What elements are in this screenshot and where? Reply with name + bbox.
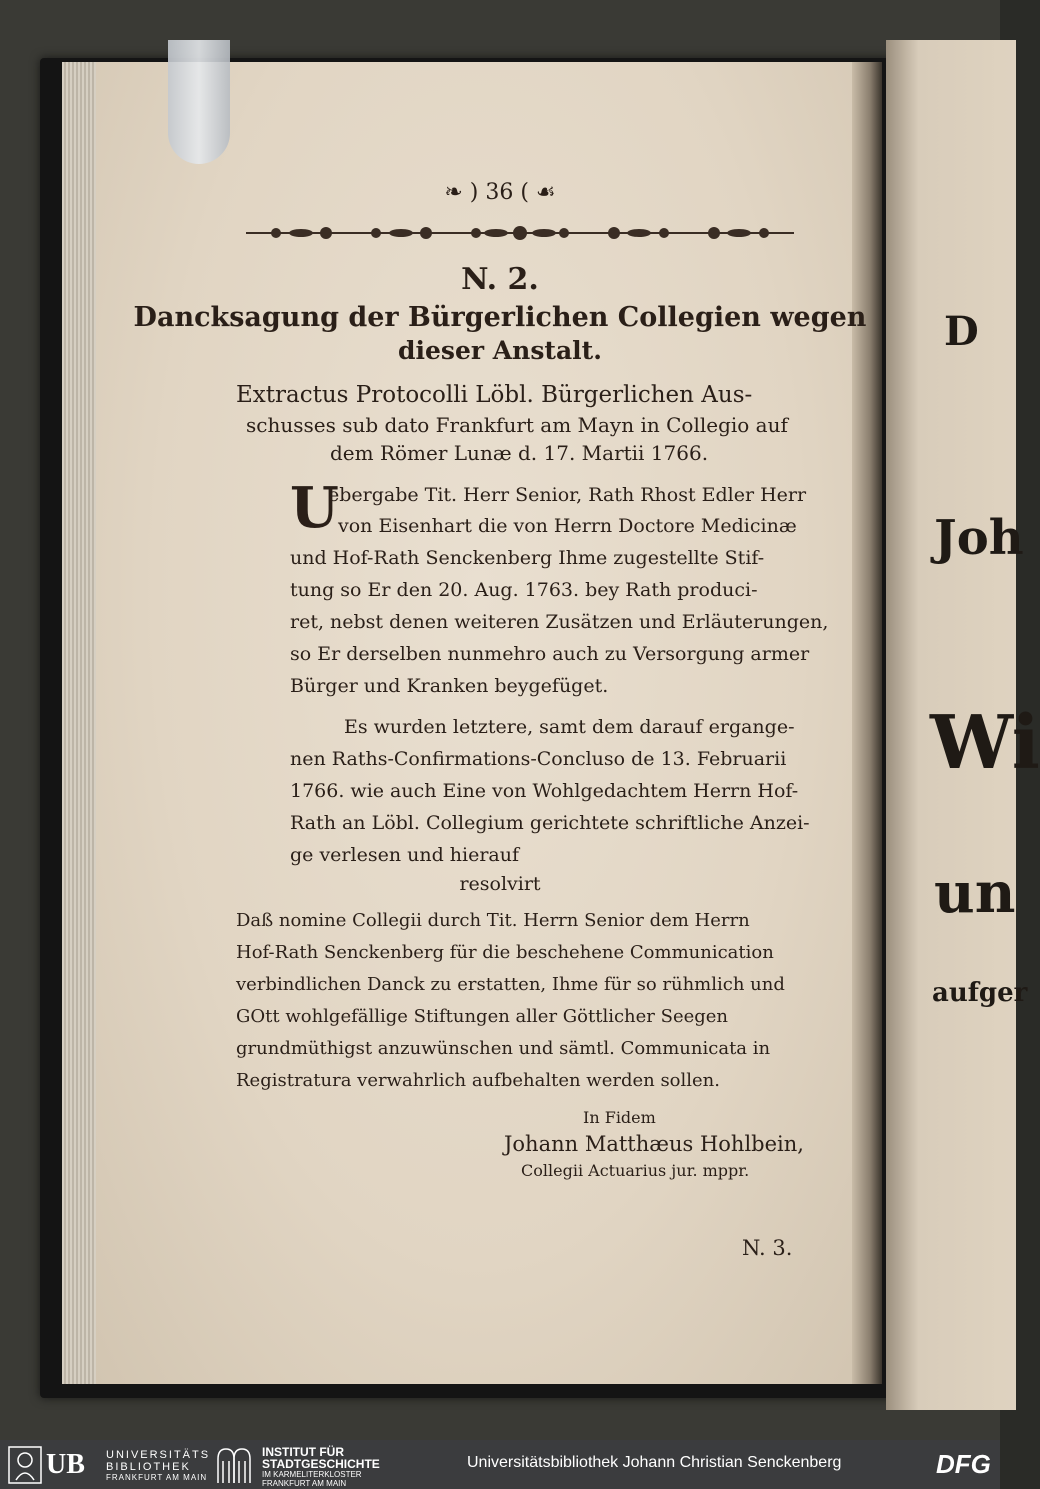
ub-line: UNIVERSITÄTS [106,1449,211,1461]
dfg-logo[interactable]: DFG [936,1449,991,1479]
signature-line: Collegii Actuarius jur. mppr. [521,1161,750,1180]
library-name[interactable]: Universitätsbibliothek Johann Christian Senckenberg [467,1454,842,1471]
ub-line: FRANKFURT AM MAIN [106,1473,208,1482]
ub-logo[interactable] [8,1446,211,1484]
extract-line: Extractus Protocolli Löbl. Bürgerlichen Aus- [236,382,753,408]
document-title: Dancksagung der Bürgerlichen Collegien wegen [133,302,867,333]
paragraph-line: nen Raths-Confirmations-Concluso de 13. Februarii [290,748,787,770]
isg-logo[interactable] [214,1444,414,1486]
paragraph-line: verbindlichen Danck zu erstatten, Ihme für so rühmlich und [236,974,785,995]
paragraph-line: Bürger und Kranken beygefüget. [290,675,609,697]
facing-text: Joh [934,510,1024,566]
catchword: N. 3. [742,1236,793,1260]
resolution-heading: resolvirt [459,873,541,895]
page-marker-clip [168,40,230,164]
paragraph-line: so Er derselben nunmehro auch zu Versorgung armer [290,643,810,665]
paragraph-line: GOtt wohlgefällige Stiftungen aller Göttlicher Seegen [236,1006,729,1027]
extract-line: schusses sub dato Frankfurt am Mayn in Collegio auf [246,413,788,437]
document-number: N. 2. [461,262,539,297]
paragraph-line: ebergabe Tit. Herr Senior, Rath Rhost Edler Herr [328,484,807,506]
ub-logo-text: UB [46,1449,85,1480]
paragraph-line: ge verlesen und hierauf [290,844,520,866]
facing-text: aufger [932,978,1028,1008]
page-header [0,180,1000,205]
book-gutter [852,62,882,1384]
isg-emblem-icon [214,1445,254,1485]
footer-bar [0,1440,1000,1489]
drop-cap: U [290,475,339,541]
paragraph-line: Hof-Rath Senckenberg für die beschehene Communication [236,942,774,963]
ornament-border [246,222,794,244]
ub-line: BIBLIOTHEK [106,1461,191,1473]
signature-line: In Fidem [583,1108,656,1127]
facing-text: un [934,860,1016,926]
facing-page [886,40,1040,1410]
fleuron-icon: ❧ [444,180,470,205]
ub-emblem-icon [8,1446,42,1484]
isg-line: FRANKFURT AM MAIN [262,1479,347,1488]
facing-text: D [944,308,979,355]
paragraph-line: Registratura verwahrlich aufbehalten werden sollen. [236,1070,720,1091]
paragraph-line: Es wurden letztere, samt dem darauf ergange- [344,716,795,738]
document-title: dieser Anstalt. [398,336,602,365]
isg-line: INSTITUT FÜR [262,1445,344,1459]
signature-name: Johann Matthæus Hohlbein, [504,1132,804,1156]
paragraph-line: Daß nomine Collegii durch Tit. Herrn Senior dem Herrn [236,910,750,931]
fleuron-icon: ☙ [528,180,556,205]
paragraph-line: Rath an Löbl. Collegium gerichtete schriftliche Anzei- [290,812,810,834]
paragraph-line: und Hof-Rath Senckenberg Ihme zugestellte Stif- [290,547,765,569]
paragraph-line: grundmüthigst anzuwünschen und sämtl. Communicata in [236,1038,771,1059]
facing-text: Wi [930,700,1040,786]
isg-line: IM KARMELITERKLOSTER [262,1470,362,1479]
paragraph-line: 1766. wie auch Eine von Wohlgedachtem Herrn Hof- [290,780,799,802]
paragraph-line: von Eisenhart die von Herrn Doctore Medicinæ [338,515,797,537]
extract-line: dem Römer Lunæ d. 17. Martii 1766. [330,441,709,465]
paragraph-line: tung so Er den 20. Aug. 1763. bey Rath produci- [290,579,758,601]
page-number: ) 36 ( [469,180,529,205]
paragraph-line: ret, nebst denen weiteren Zusätzen und Erläuterungen, [290,611,829,633]
isg-line: STADTGESCHICHTE [262,1457,380,1471]
